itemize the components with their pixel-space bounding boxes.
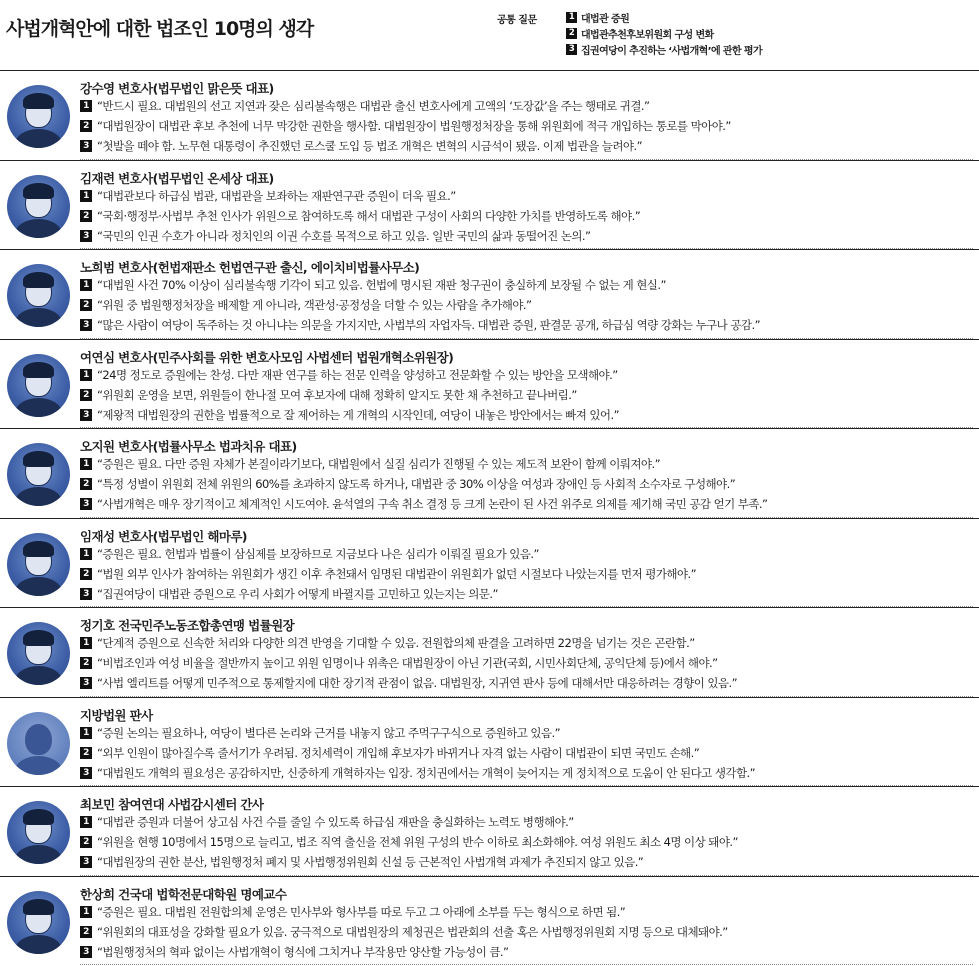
answer-text: “법원 외부 인사가 참여하는 위원회가 생긴 이후 추천돼서 임명된 대법관이 위원회가 없던 시절보다 나았는지를 먼저 평가해야.” — [97, 566, 697, 581]
answer-line — [80, 904, 625, 920]
answer-number: 2 — [80, 299, 92, 311]
question-number: 3 — [566, 44, 577, 55]
answer-line — [80, 367, 618, 383]
answer-line — [80, 456, 660, 472]
profile-row — [0, 428, 979, 518]
person-name: 노희범 변호사(헌법재판소 헌법연구관 출신, 에이치비법률사무소) — [80, 260, 420, 275]
answer-number: 2 — [80, 747, 92, 759]
answer-line — [80, 834, 738, 850]
answer-text: “반드시 필요. 대법원의 선고 지연과 잦은 심리불속행은 대법관 출신 변호사에게 고액의 ‘도장값’을 주는 행태로 귀결.” — [97, 99, 650, 113]
answer-line — [80, 228, 590, 244]
answer-line — [80, 745, 699, 761]
answer-text: “첫발을 떼야 함. 노무현 대통령이 추진했던 로스쿨 도입 등 법조 개혁은 변혁의 시금석이 됐음. 이제 법관을 늘려야.” — [97, 139, 642, 153]
avatar-body — [15, 666, 62, 685]
avatar-body — [15, 935, 62, 954]
avatar-head — [25, 724, 52, 755]
answer-text: “사법개혁은 매우 장기적이고 체계적인 시도여야. 윤석열의 구속 취소 결정 등 크게 논란이 된 사건 위주로 의제를 제기해 국민 공감 얻기 부족.” — [97, 497, 768, 511]
answer-line — [80, 387, 577, 403]
avatar — [7, 533, 70, 596]
question-number: 1 — [566, 12, 577, 23]
answer-number: 2 — [80, 657, 92, 669]
avatar-hair — [23, 630, 54, 646]
answer-line — [80, 586, 498, 602]
answer-line — [80, 208, 640, 224]
avatar-hair — [23, 183, 54, 199]
answer-number: 1 — [80, 100, 92, 112]
answer-line — [80, 188, 456, 204]
person-name: 강수영 변호사(법무법인 맑은뜻 대표) — [80, 81, 274, 96]
avatar — [7, 85, 70, 148]
answer-line — [80, 725, 560, 741]
person-name: 오지원 변호사(법률사무소 법과치유 대표) — [80, 439, 297, 454]
answer-text: “위원을 현행 10명에서 15명으로 늘리고, 법조 직역 출신을 전체 위원 구성의 반수 이하로 최소화해야. 여성 위원도 최소 4명 이상 돼야.” — [97, 835, 738, 849]
answer-text: “특정 성별이 위원회 전체 위원의 60%를 초과하지 않도록 하거나, 대법관 중 30% 이상을 여성과 장애인 등 사회적 소수자로 구성해야.” — [97, 477, 736, 491]
person-name: 김재련 변호사(법무법인 온세상 대표) — [80, 170, 274, 186]
questions-label: 공통 질문 — [497, 15, 537, 26]
profile-row — [0, 518, 979, 608]
answer-text: “대법관 증원과 더불어 상고심 사건 수를 줄일 수 있도록 하급심 재판을 충실화하는 노력도 병행해야.” — [97, 815, 574, 829]
avatar-body — [15, 398, 62, 417]
answer-line — [80, 924, 728, 940]
answer-text: “증원은 필요. 대법원 전원합의체 운영은 민사부와 형사부를 따로 두고 그 아래에 소부를 두는 형식으로 하면 됨.” — [97, 904, 626, 919]
avatar-body — [15, 219, 62, 238]
answer-number: 1 — [80, 279, 92, 291]
avatar-hair — [23, 451, 54, 467]
answer-number: 2 — [80, 926, 92, 938]
answer-number: 3 — [80, 140, 92, 152]
answer-line — [80, 655, 718, 671]
answer-number: 2 — [80, 210, 92, 222]
answer-text: “위원회의 대표성을 강화할 필요가 있음. 궁극적으로 대법원장의 제청권은 법관회의 선출 혹은 사법행정위원회 지명 등으로 대체돼야.” — [97, 924, 728, 939]
profile-row — [0, 697, 979, 787]
person-name: 여연심 변호사(민주사회를 위한 변호사모임 사법센터 법원개혁소위원장) — [80, 349, 454, 365]
answer-number: 2 — [80, 568, 92, 580]
answer-number: 2 — [80, 120, 92, 132]
avatar-body — [15, 308, 62, 327]
answer-number: 3 — [80, 856, 92, 868]
avatar-body — [15, 487, 62, 506]
answer-number: 3 — [80, 767, 92, 779]
question-item — [566, 25, 762, 41]
answer-number: 1 — [80, 816, 92, 828]
profile-row — [0, 876, 979, 966]
answer-line — [80, 317, 760, 333]
answer-number: 1 — [80, 906, 92, 918]
avatar-body — [15, 845, 62, 864]
person-name: 최보민 참여연대 사법감시센터 간사 — [80, 797, 264, 812]
answer-text: “증원은 필요. 다만 증원 자체가 본질이라기보다, 대법원에서 실질 심리가 진행될 수 있는 제도적 보완이 함께 이뤄져야.” — [97, 457, 660, 471]
answer-line — [80, 944, 508, 960]
profiles-list — [0, 70, 979, 965]
avatar — [7, 354, 70, 417]
answer-number: 3 — [80, 677, 92, 689]
answer-text: “사법 엘리트를 어떻게 민주적으로 통제할지에 대한 장기적 관점이 없음. 대법원장, 지귀연 판사 등에 대해서만 대응하려는 경향이 있음.” — [97, 676, 738, 690]
answer-number: 3 — [80, 588, 92, 600]
avatar — [7, 175, 70, 238]
avatar — [7, 443, 70, 506]
answer-text: “위원 중 법원행정처장을 배제할 게 아니라, 객관성·공정성을 더할 수 있는 사람을 추가해야.” — [97, 298, 532, 312]
answer-text: “법원행정처의 혁파 없이는 사법개혁이 형식에 그치거나 부작용만 양산할 가능성이 큼.” — [97, 944, 509, 959]
profile-row — [0, 249, 979, 339]
answer-line — [80, 566, 696, 582]
person-name: 지방법원 판사 — [80, 707, 153, 723]
answer-line — [80, 476, 735, 492]
answer-text: “24명 정도로 증원에는 찬성. 다만 재판 연구를 하는 전문 인력을 양성하고 전문화할 수 있는 방안을 모색해야.” — [97, 367, 618, 382]
question-number: 2 — [566, 28, 577, 39]
person-name: 정기호 전국민주노동조합총연맹 법률원장 — [80, 618, 295, 633]
answer-text: “국민의 인권 수호가 아니라 정치인의 이권 수호를 목적으로 하고 있음. 일반 국민의 삶과 동떨어진 논의.” — [97, 228, 591, 243]
answer-number: 3 — [80, 319, 92, 331]
answer-text: “집권여당이 대법관 증원으로 우리 사회가 어떻게 바뀔지를 고민하고 있는지는 의문.” — [97, 586, 498, 601]
row-divider — [80, 964, 973, 965]
answer-line — [80, 277, 666, 293]
answer-text: “대법관보다 하급심 법관, 대법관을 보좌하는 재판연구관 증원이 더욱 필요.” — [97, 188, 456, 203]
avatar-body — [15, 129, 62, 148]
avatar — [7, 801, 70, 864]
page-title: 사법개혁안에 대한 법조인 10명의 생각 — [6, 18, 314, 40]
answer-text: “증원 논의는 필요하나, 여당이 별다른 논리와 근거를 내놓지 않고 주먹구구식으로 증원하고 있음.” — [97, 725, 560, 740]
question-text: 대법관 증원 — [581, 13, 630, 25]
answer-line — [80, 675, 737, 691]
answer-number: 3 — [80, 409, 92, 421]
answer-number: 3 — [80, 230, 92, 242]
answer-number: 2 — [80, 478, 92, 490]
answer-number: 1 — [80, 637, 92, 649]
avatar-hair — [23, 541, 54, 557]
answer-line — [80, 138, 642, 154]
profile-row — [0, 160, 979, 250]
person-name: 임재성 변호사(법무법인 해마루) — [80, 528, 247, 544]
answer-line — [80, 98, 649, 114]
question-text: 집권여당이 추진하는 ‘사법개혁’에 관한 평가 — [581, 45, 763, 57]
answer-text: “외부 인원이 많아질수록 줄서기가 우려됨. 정치세력이 개입해 후보자가 바뀌거나 자격 없는 사람이 대법관이 되면 국민도 손해.” — [97, 745, 700, 760]
question-item — [566, 9, 762, 25]
answer-number: 2 — [80, 389, 92, 401]
answer-line — [80, 496, 767, 512]
header — [0, 0, 979, 70]
answer-line — [80, 814, 574, 830]
avatar-hair — [23, 362, 54, 378]
answer-line — [80, 765, 755, 781]
answer-text: “위원회 운영을 보면, 위원들이 한나절 모여 후보자에 대해 정확히 알지도 못한 채 추천하고 끝나버림.” — [97, 387, 577, 402]
answer-number: 2 — [80, 836, 92, 848]
answer-line — [80, 854, 643, 870]
avatar — [7, 264, 70, 327]
answer-line — [80, 297, 531, 313]
avatar-hair — [23, 272, 54, 288]
avatar-hair — [23, 809, 54, 825]
avatar-hair — [23, 899, 54, 915]
answer-text: “단계적 증원으로 신속한 처리와 다양한 의견 반영을 기대할 수 있음. 전원합의체 판결을 고려하면 22명을 넘기는 것은 곤란함.” — [97, 636, 695, 650]
answer-text: “대법원도 개혁의 필요성은 공감하지만, 신중하게 개혁하자는 입장. 정치권에서는 개혁이 늦어지는 게 정치적으로 도움이 안 된다고 생각함.” — [97, 765, 756, 780]
answer-line — [80, 546, 539, 562]
profile-row — [0, 339, 979, 429]
answer-text: “국회·행정부·사법부 추천 인사가 위원으로 참여하도록 해서 대법관 구성이 사회의 다양한 가치를 반영하도록 해야.” — [97, 208, 641, 223]
question-item — [566, 41, 762, 57]
avatar-body — [15, 577, 62, 596]
anonymous-avatar — [7, 712, 70, 775]
answer-number: 3 — [80, 498, 92, 510]
answer-line — [80, 407, 619, 423]
profile-row — [0, 70, 979, 160]
answer-text: “제왕적 대법원장의 권한을 법률적으로 잘 제어하는 게 개혁의 시작인데, 여당이 내놓은 방안에서는 빠져 있어.” — [97, 407, 619, 422]
answer-number: 1 — [80, 369, 92, 381]
avatar — [7, 891, 70, 954]
questions-list — [566, 9, 762, 57]
answer-number: 1 — [80, 548, 92, 560]
answer-text: “비법조인과 여성 비율을 절반까지 높이고 위원 임명이나 위촉은 대법원장이 아닌 기관(국회, 시민사회단체, 공익단체 등)에서 해야.” — [97, 656, 718, 670]
answer-text: “대법원장이 대법관 후보 추천에 너무 막강한 권한을 행사함. 대법원장이 법원행정처장을 통해 위원회에 적극 개입하는 통로를 막아야.” — [97, 119, 731, 133]
avatar-hair — [23, 93, 54, 109]
answer-text: “대법원장의 권한 분산, 법원행정처 폐지 및 사법행정위원회 신설 등 근본적인 사법개혁 과제가 추진되지 않고 있음.” — [97, 855, 644, 869]
answer-number: 1 — [80, 458, 92, 470]
answer-line — [80, 118, 731, 134]
answer-text: “대법원 사건 70% 이상이 심리불속행 기각이 되고 있음. 헌법에 명시된 재판 청구권이 충실하게 보장될 수 없는 게 현실.” — [97, 278, 666, 292]
answer-text: “증원은 필요. 헌법과 법률이 삼심제를 보장하므로 지금보다 나은 심리가 이뤄질 필요가 있음.” — [97, 546, 539, 561]
question-text: 대법관추천후보위원회 구성 변화 — [581, 29, 714, 41]
avatar — [7, 622, 70, 685]
profile-row — [0, 786, 979, 876]
person-name: 한상희 건국대 법학전문대학원 명예교수 — [80, 886, 287, 902]
answer-line — [80, 635, 695, 651]
answer-text: “많은 사람이 여당이 독주하는 것 아니냐는 의문을 가지지만, 사법부의 자업자득. 대법관 증원, 판결문 공개, 하급심 역량 강화는 누구나 공감.” — [97, 318, 760, 332]
answer-number: 3 — [80, 946, 92, 958]
avatar-body — [15, 756, 62, 775]
answer-number: 1 — [80, 190, 92, 202]
profile-row — [0, 607, 979, 697]
answer-number: 1 — [80, 727, 92, 739]
